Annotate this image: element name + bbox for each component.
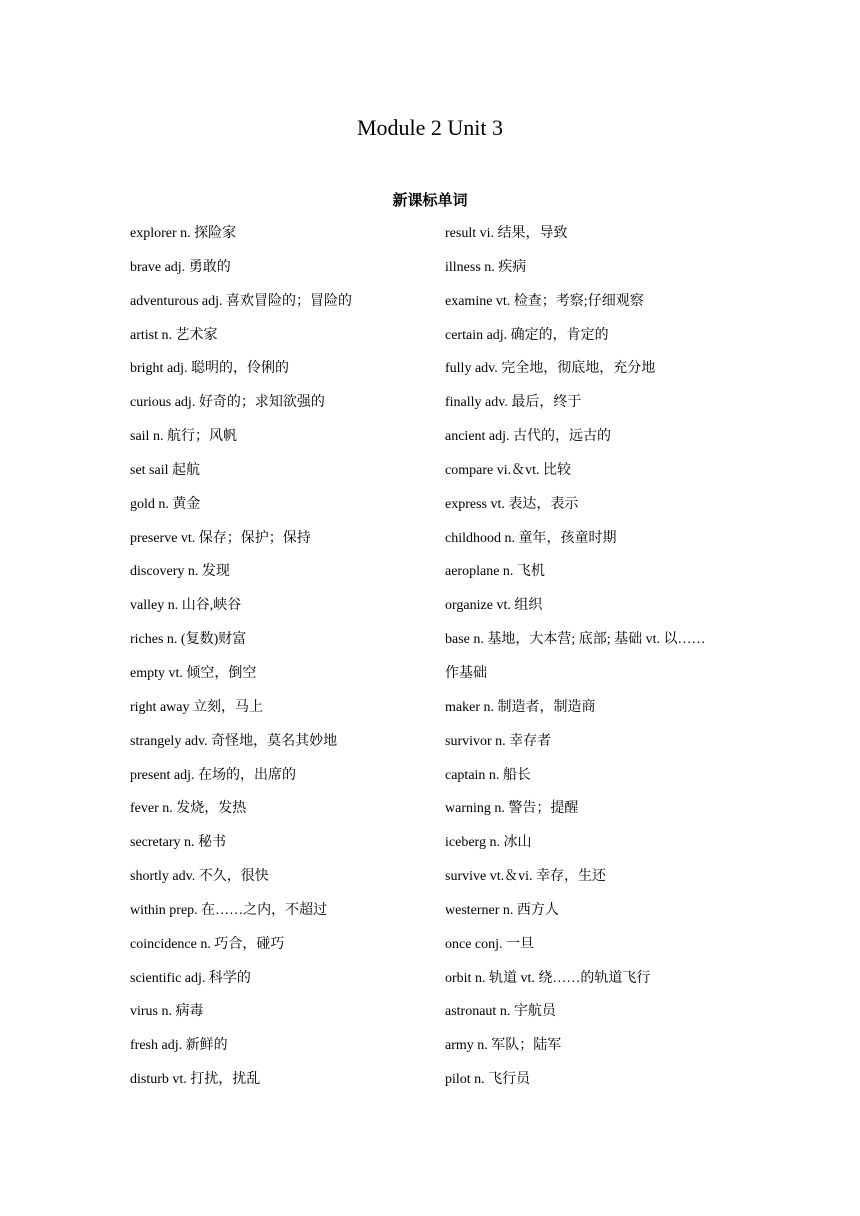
section-title: 新课标单词: [392, 191, 468, 209]
vocabulary-entry: adventurous adj. 喜欢冒险的；冒险的: [130, 293, 353, 309]
vocabulary-entry: right away 立刻，马上: [130, 699, 263, 715]
vocabulary-entry: captain n. 船长: [445, 767, 531, 783]
vocabulary-entry: fever n. 发烧，发热: [130, 801, 247, 817]
vocabulary-entry: empty vt. 倾空，倒空: [130, 665, 257, 681]
vocabulary-entry: childhood n. 童年，孩童时期: [445, 530, 617, 546]
vocabulary-entry: westerner n. 西方人: [445, 902, 559, 918]
vocabulary-entry: explorer n. 探险家: [130, 226, 237, 241]
vocabulary-entry: gold n. 黄金: [130, 496, 201, 512]
vocabulary-entry: valley n. 山谷,峡谷: [130, 598, 242, 614]
vocabulary-entry: bright adj. 聪明的，伶俐的: [130, 361, 290, 377]
vocabulary-entry: illness n. 疾病: [445, 259, 527, 275]
vocabulary-entry: express vt. 表达，表示: [445, 496, 579, 512]
vocabulary-column-right: [445, 222, 755, 1102]
vocabulary-entry: artist n. 艺术家: [130, 327, 218, 343]
vocabulary-entry: survivor n. 幸存者: [445, 733, 552, 749]
vocabulary-entry: finally adv. 最后，终于: [445, 395, 582, 411]
vocabulary-entry: 作基础: [445, 665, 487, 681]
vocabulary-entry: orbit n. 轨道 vt. 绕……的轨道飞行: [445, 970, 651, 986]
vocabulary-entry: compare vi.＆vt. 比较: [445, 462, 571, 478]
vocabulary-entry: result vi. 结果，导致: [445, 226, 568, 241]
vocabulary-entry: examine vt. 检查；考察;仔细观察: [445, 293, 644, 309]
vocabulary-column-left: [130, 222, 440, 1102]
vocabulary-entry: warning n. 警告；提醒: [445, 801, 579, 817]
vocabulary-entry: organize vt. 组织: [445, 598, 543, 614]
vocabulary-entry: virus n. 病毒: [130, 1004, 204, 1020]
vocabulary-entry: certain adj. 确定的，肯定的: [445, 327, 609, 343]
vocabulary-entry: astronaut n. 宇航员: [445, 1004, 556, 1020]
vocabulary-entry: survive vt.＆vi. 幸存，生还: [445, 869, 606, 885]
vocabulary-entry: secretary n. 秘书: [130, 835, 227, 851]
vocabulary-entry: disturb vt. 打扰，扰乱: [130, 1072, 261, 1088]
vocabulary-entry: preserve vt. 保存；保护；保持: [130, 530, 311, 546]
vocabulary-entry: aeroplane n. 飞机: [445, 564, 545, 580]
page-title: Module 2 Unit 3: [356, 115, 504, 140]
vocabulary-entry: ancient adj. 古代的，远古的: [445, 429, 612, 445]
vocabulary-entry: iceberg n. 冰山: [445, 835, 532, 851]
vocabulary-entry: present adj. 在场的，出席的: [130, 767, 297, 783]
vocabulary-entry: set sail 起航: [130, 462, 200, 478]
vocabulary-entry: base n. 基地，大本营; 底部; 基础 vt. 以……: [445, 632, 706, 648]
vocabulary-entry: once conj. 一旦: [445, 936, 535, 952]
vocabulary-entry: scientific adj. 科学的: [130, 970, 251, 986]
vocabulary-entry: fresh adj. 新鲜的: [130, 1038, 228, 1054]
vocabulary-entry: maker n. 制造者，制造商: [445, 699, 596, 715]
vocabulary-entry: army n. 军队；陆军: [445, 1038, 562, 1054]
vocabulary-entry: shortly adv. 不久，很快: [130, 869, 269, 885]
vocabulary-entry: strangely adv. 奇怪地，莫名其妙地: [130, 733, 338, 749]
vocabulary-entry: pilot n. 飞行员: [445, 1072, 531, 1088]
vocabulary-entry: riches n. (复数)财富: [130, 632, 247, 648]
vocabulary-entry: curious adj. 好奇的；求知欲强的: [130, 395, 325, 411]
vocabulary-entry: coincidence n. 巧合，碰巧: [130, 936, 285, 952]
vocabulary-entry: sail n. 航行；风帆: [130, 429, 237, 445]
vocabulary-entry: within prep. 在……之内，不超过: [130, 902, 328, 918]
vocabulary-entry: brave adj. 勇敢的: [130, 259, 231, 275]
vocabulary-entry: discovery n. 发现: [130, 564, 230, 580]
vocabulary-entry: fully adv. 完全地，彻底地，充分地: [445, 361, 656, 377]
